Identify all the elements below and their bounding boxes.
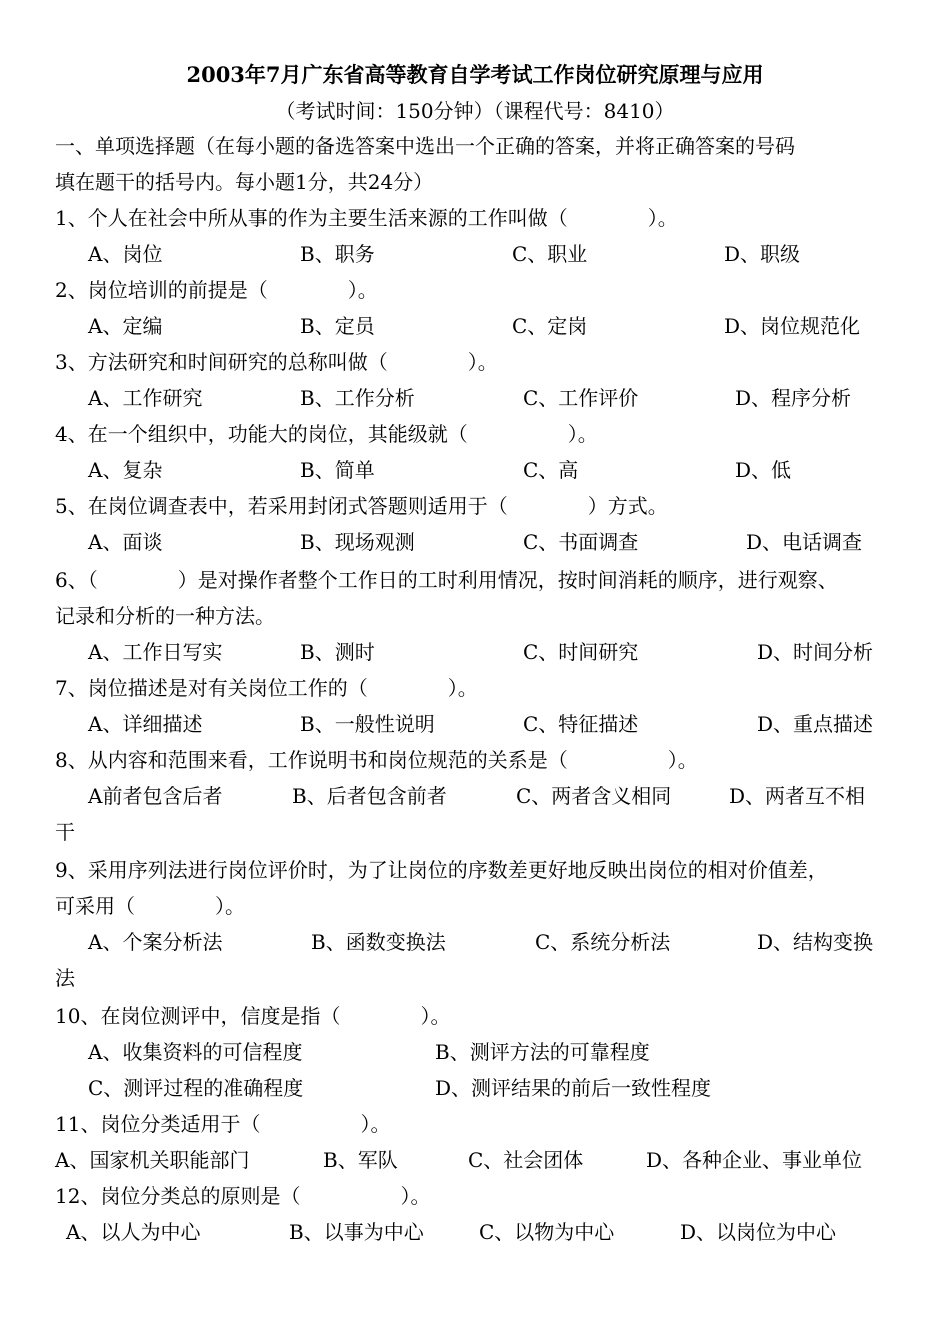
question-4-stem: 4、在一个组织中，功能大的岗位，其能级就（ ）。 — [55, 422, 598, 446]
option-b: B、后者包含前者 — [292, 784, 447, 808]
question-1-stem: 1、个人在社会中所从事的作为主要生活来源的工作叫做（ ）。 — [55, 206, 678, 230]
question-11-stem: 11、岗位分类适用于（ ）。 — [55, 1112, 391, 1136]
option-a: A、面谈 — [88, 530, 163, 554]
question-6-stem-line1: 6、（ ）是对操作者整个工作日的工时利用情况，按时间消耗的顺序，进行观察、 — [55, 568, 838, 592]
question-7-stem: 7、岗位描述是对有关岗位工作的（ ）。 — [55, 676, 478, 700]
option-d: D、岗位规范化 — [724, 314, 861, 338]
option-d: D、各种企业、事业单位 — [646, 1148, 863, 1172]
question-2-options — [0, 311, 950, 341]
question-3-options — [0, 383, 950, 413]
option-d: D、重点描述 — [757, 712, 874, 736]
option-c: C、定岗 — [512, 314, 588, 338]
option-a: A、详细描述 — [88, 712, 203, 736]
question-5-stem: 5、在岗位调查表中，若采用封闭式答题则适用于（ ）方式。 — [55, 494, 668, 518]
option-d: D、低 — [735, 458, 792, 482]
option-b: B、测时 — [300, 640, 375, 664]
exam-title: 2003年7月广东省高等教育自学考试工作岗位研究原理与应用 — [186, 62, 764, 87]
option-c: C、书面调查 — [523, 530, 639, 554]
option-c: C、时间研究 — [523, 640, 639, 664]
option-b: B、军队 — [323, 1148, 398, 1172]
question-10-stem: 10、在岗位测评中，信度是指（ ）。 — [55, 1004, 451, 1028]
option-a: A、个案分析法 — [88, 930, 223, 954]
option-d: D、结构变换 — [757, 930, 874, 954]
option-d: D、两者互不相 — [729, 784, 866, 808]
option-c: C、特征描述 — [523, 712, 639, 736]
question-5-options — [0, 527, 950, 557]
option-a: A、以人为中心 — [66, 1220, 201, 1244]
option-c: C、工作评价 — [523, 386, 639, 410]
option-c: C、系统分析法 — [535, 930, 671, 954]
option-a: A、工作日写实 — [88, 640, 223, 664]
option-d: D、测评结果的前后一致性程度 — [435, 1076, 712, 1100]
option-c: C、以物为中心 — [479, 1220, 615, 1244]
question-12-options — [0, 1217, 950, 1247]
question-12-stem: 12、岗位分类总的原则是（ ）。 — [55, 1184, 431, 1208]
option-c: C、测评过程的准确程度 — [88, 1076, 304, 1100]
question-2-stem: 2、岗位培训的前提是（ ）。 — [55, 278, 378, 302]
question-9-option-d-wrap: 法 — [55, 966, 75, 990]
option-a: A、定编 — [88, 314, 163, 338]
question-9-options — [0, 927, 950, 957]
exam-subtitle: （考试时间：150分钟）（课程代号：8410） — [275, 99, 675, 123]
option-b: B、职务 — [300, 242, 375, 266]
question-10-options-row2 — [0, 1073, 950, 1103]
question-10-options-row1 — [0, 1037, 950, 1067]
option-b: B、定员 — [300, 314, 375, 338]
option-d: D、电话调查 — [746, 530, 863, 554]
option-a: A、国家机关职能部门 — [55, 1148, 250, 1172]
question-1-options — [0, 239, 950, 269]
option-a: A前者包含后者 — [88, 784, 223, 808]
option-b: B、一般性说明 — [300, 712, 435, 736]
option-c: C、社会团体 — [468, 1148, 584, 1172]
option-a: A、工作研究 — [88, 386, 203, 410]
question-11-options — [0, 1145, 950, 1175]
section-heading-line1: 一、单项选择题（在每小题的备选答案中选出一个正确的答案，并将正确答案的号码 — [55, 134, 795, 158]
question-8-option-d-wrap: 干 — [55, 820, 75, 844]
option-d: D、以岗位为中心 — [680, 1220, 837, 1244]
option-c: C、两者含义相同 — [516, 784, 672, 808]
option-a: A、复杂 — [88, 458, 163, 482]
section-heading-line2: 填在题干的括号内。每小题1分，共24分） — [55, 170, 434, 194]
question-7-options — [0, 709, 950, 739]
option-d: D、时间分析 — [757, 640, 874, 664]
question-9-stem-line1: 9、采用序列法进行岗位评价时，为了让岗位的序数差更好地反映出岗位的相对价值差， — [55, 858, 828, 882]
option-b: B、测评方法的可靠程度 — [435, 1040, 650, 1064]
question-8-options — [0, 781, 950, 811]
question-6-stem-line2: 记录和分析的一种方法。 — [55, 604, 275, 628]
option-b: B、现场观测 — [300, 530, 415, 554]
option-c: C、高 — [523, 458, 579, 482]
option-c: C、职业 — [512, 242, 588, 266]
option-a: A、收集资料的可信程度 — [88, 1040, 303, 1064]
option-d: D、程序分析 — [735, 386, 852, 410]
option-b: B、工作分析 — [300, 386, 415, 410]
question-4-options — [0, 455, 950, 485]
option-b: B、简单 — [300, 458, 375, 482]
question-3-stem: 3、方法研究和时间研究的总称叫做（ ）。 — [55, 350, 498, 374]
question-9-stem-line2: 可采用（ ）。 — [55, 894, 245, 918]
option-b: B、函数变换法 — [311, 930, 446, 954]
option-a: A、岗位 — [88, 242, 163, 266]
question-6-options — [0, 637, 950, 667]
question-8-stem: 8、从内容和范围来看，工作说明书和岗位规范的关系是（ ）。 — [55, 748, 698, 772]
option-d: D、职级 — [724, 242, 801, 266]
option-b: B、以事为中心 — [289, 1220, 424, 1244]
